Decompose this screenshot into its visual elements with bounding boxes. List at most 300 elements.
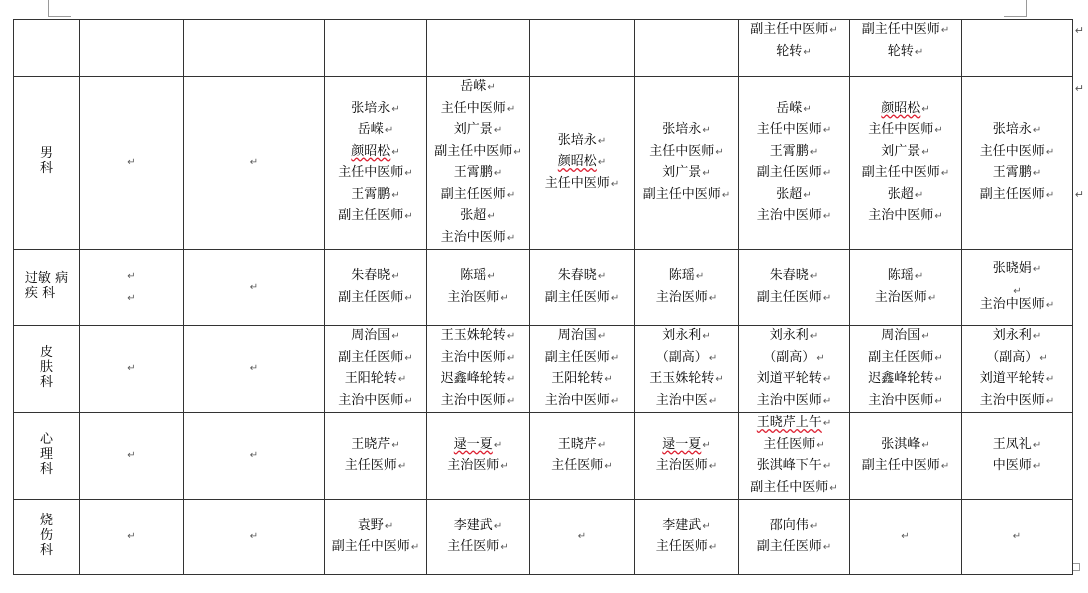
- cell-text: 主治医师: [655, 458, 708, 473]
- cell-text: 迟鑫峰轮转: [440, 371, 506, 386]
- paragraph-mark: ↵: [822, 292, 832, 304]
- paragraph-mark: ↵: [1032, 125, 1042, 136]
- cell-line: [635, 326, 738, 348]
- paragraph-mark: ↵: [940, 168, 950, 179]
- paragraph-mark: ↵: [506, 352, 516, 364]
- cell-line: [325, 288, 426, 310]
- paragraph-mark: ↵: [940, 461, 950, 472]
- schedule-cell[interactable]: [427, 250, 530, 326]
- schedule-cell[interactable]: [325, 413, 427, 500]
- department-cell[interactable]: [14, 250, 80, 326]
- cell-text: 刘永利: [992, 328, 1032, 343]
- paragraph-mark: ↵: [391, 439, 400, 451]
- cell-text: 陈瑶: [460, 268, 487, 283]
- cell-line: [427, 326, 529, 348]
- cell-text: 王阳轮转: [344, 371, 397, 386]
- cell-text: 副主任医师: [338, 289, 404, 305]
- schedule-cell[interactable]: [80, 250, 184, 326]
- cell-text: 刘永利: [769, 328, 809, 343]
- cell-line: [739, 456, 849, 478]
- cell-line: [635, 120, 738, 142]
- paragraph-mark: ↵: [506, 189, 516, 201]
- paragraph-mark: ↵: [822, 211, 832, 222]
- schedule-cell[interactable]: [739, 413, 850, 500]
- paragraph-mark: ↵: [127, 271, 136, 282]
- schedule-cell[interactable]: [530, 250, 635, 326]
- paragraph-mark: ↵: [487, 271, 496, 282]
- cell-line: [739, 20, 849, 42]
- cell-text: 副主任医师: [338, 349, 404, 365]
- end-of-row-mark: ↵: [1074, 24, 1084, 37]
- cell-text: 陈瑶: [887, 268, 914, 283]
- schedule-cell[interactable]: [962, 20, 1073, 77]
- paragraph-mark: ↵: [934, 395, 943, 407]
- dept-text: 科: [42, 285, 56, 301]
- schedule-cell[interactable]: [184, 250, 325, 326]
- schedule-cell[interactable]: [325, 250, 427, 326]
- paragraph-mark: ↵: [702, 439, 711, 451]
- cell-line: [427, 391, 529, 413]
- paragraph-mark: ↵: [597, 439, 607, 451]
- cell-line: [635, 348, 738, 370]
- department-cell[interactable]: [14, 20, 80, 77]
- paragraph-mark: ↵: [1032, 331, 1042, 342]
- paragraph-mark: ↵: [487, 211, 496, 222]
- paragraph-mark: ↵: [934, 352, 943, 364]
- cell-line: [850, 120, 961, 142]
- department-label: 心理科: [39, 431, 53, 477]
- schedule-cell[interactable]: [635, 326, 739, 413]
- schedule-cell[interactable]: [530, 20, 635, 77]
- cell-text: 主治中医师: [544, 392, 610, 408]
- cell-text: 主治中医: [655, 392, 708, 408]
- paragraph-mark: ↵: [249, 157, 259, 169]
- cell-line: [739, 288, 849, 310]
- department-label: 皮肤科: [39, 344, 53, 390]
- schedule-cell[interactable]: [80, 77, 184, 250]
- duty-schedule-table: [13, 19, 1073, 575]
- cell-line: [530, 131, 634, 153]
- cell-text: 副主任中医师: [750, 22, 829, 37]
- cell-line: [325, 537, 426, 559]
- paragraph-mark: ↵: [927, 292, 937, 304]
- paragraph-mark: ↵: [597, 157, 607, 169]
- cell-line: [850, 435, 961, 457]
- cell-text: 颜昭松: [881, 100, 921, 116]
- cell-line: [850, 348, 961, 370]
- end-of-row-mark: ↵: [1074, 188, 1084, 201]
- schedule-cell[interactable]: [427, 413, 530, 500]
- cell-text: 陈瑶: [668, 268, 695, 283]
- paragraph-mark: ↵: [822, 168, 832, 179]
- cell-text: 主任中医师: [756, 122, 822, 137]
- paragraph-mark: ↵: [513, 146, 522, 158]
- cell-line: [530, 348, 634, 370]
- paragraph-mark: ↵: [934, 211, 943, 222]
- paragraph-mark: ↵: [822, 542, 832, 553]
- cell-text: 刘广景: [881, 143, 921, 159]
- schedule-cell[interactable]: [635, 500, 739, 575]
- paragraph-mark: ↵: [493, 520, 503, 532]
- cell-text: 颜昭松: [351, 143, 391, 159]
- cell-line: [850, 42, 961, 64]
- schedule-cell[interactable]: [850, 250, 962, 326]
- paragraph-mark: ↵: [391, 331, 400, 342]
- cell-text: 刘广景: [453, 122, 493, 137]
- cell-line: [427, 163, 529, 185]
- paragraph-mark: ↵: [404, 168, 413, 179]
- schedule-cell[interactable]: [739, 20, 850, 77]
- cell-line: [530, 326, 634, 348]
- paragraph-mark: ↵: [493, 125, 503, 136]
- department-cell[interactable]: [14, 326, 80, 413]
- schedule-cell[interactable]: [962, 250, 1073, 326]
- cell-line: [850, 206, 961, 228]
- paragraph-mark: ↵: [391, 271, 400, 282]
- schedule-cell[interactable]: [184, 500, 325, 575]
- cell-line: [530, 456, 634, 478]
- schedule-cell[interactable]: [184, 77, 325, 250]
- paragraph-mark: ↵: [702, 520, 711, 532]
- cell-text: 王霄鹏: [769, 143, 809, 159]
- paragraph-mark: ↵: [249, 531, 259, 543]
- paragraph-mark: ↵: [493, 168, 503, 179]
- schedule-row: [14, 20, 1073, 77]
- paragraph-mark: ↵: [127, 157, 136, 169]
- cell-text: 王晓芹: [557, 436, 597, 452]
- cell-text: 张超: [887, 186, 914, 202]
- cell-text: 朱春晓: [351, 268, 391, 283]
- cell-line: [427, 185, 529, 207]
- cell-line: [850, 99, 961, 121]
- schedule-cell[interactable]: [739, 500, 850, 575]
- schedule-cell[interactable]: [739, 250, 850, 326]
- schedule-cell[interactable]: [184, 326, 325, 413]
- paragraph-mark: ↵: [822, 395, 832, 407]
- cell-line: [962, 120, 1072, 142]
- schedule-cell[interactable]: [850, 77, 962, 250]
- paragraph-mark: ↵: [934, 374, 943, 385]
- schedule-cell[interactable]: [184, 20, 325, 77]
- schedule-cell[interactable]: [850, 500, 962, 575]
- cell-line: [325, 120, 426, 142]
- cell-text: 主任医师: [763, 436, 816, 452]
- paragraph-mark: ↵: [506, 232, 516, 244]
- paragraph-mark: ↵: [816, 352, 825, 364]
- cell-text: 副主任中医师: [861, 22, 940, 37]
- dept-text: 病: [55, 270, 69, 286]
- cell-line: [962, 326, 1072, 348]
- paragraph-mark: ↵: [1045, 189, 1055, 201]
- cell-text: 周治国: [881, 328, 921, 343]
- cell-line: [530, 152, 634, 174]
- schedule-cell[interactable]: [427, 326, 530, 413]
- cell-line: [739, 478, 849, 500]
- cell-text: 张超: [776, 186, 803, 202]
- cell-text: 张超: [460, 208, 487, 223]
- cell-line: [325, 391, 426, 413]
- paragraph-mark: ↵: [803, 189, 812, 201]
- schedule-cell[interactable]: [427, 500, 530, 575]
- cell-text: （副高）: [655, 349, 708, 365]
- cell-line: [850, 185, 961, 207]
- cell-text: 主治中医师: [868, 208, 934, 223]
- cell-line: [530, 288, 634, 310]
- schedule-cell[interactable]: [850, 326, 962, 413]
- cell-text: 张淇峰: [881, 436, 921, 452]
- paragraph-mark: ↵: [1032, 461, 1042, 472]
- schedule-row: [14, 77, 1073, 250]
- paragraph-mark: ↵: [708, 461, 718, 472]
- schedule-cell[interactable]: [635, 413, 739, 500]
- paragraph-mark: ↵: [397, 374, 407, 385]
- schedule-cell[interactable]: [962, 77, 1073, 250]
- cell-line: [962, 348, 1072, 370]
- schedule-row: [14, 500, 1073, 575]
- schedule-cell[interactable]: [739, 326, 850, 413]
- schedule-cell[interactable]: [739, 77, 850, 250]
- cell-line: [325, 456, 426, 478]
- schedule-cell[interactable]: [635, 77, 739, 250]
- cell-line: [962, 295, 1072, 317]
- schedule-row: [14, 326, 1073, 413]
- cell-line: [635, 456, 738, 478]
- cell-text: 逯一夏: [662, 436, 702, 452]
- schedule-cell[interactable]: [962, 326, 1073, 413]
- schedule-cell[interactable]: [850, 413, 962, 500]
- paragraph-mark: ↵: [822, 418, 832, 429]
- paragraph-mark: ↵: [404, 211, 413, 222]
- paragraph-mark: ↵: [1045, 146, 1055, 158]
- cell-text: 朱春晓: [557, 268, 597, 283]
- paragraph-mark: ↵: [934, 125, 943, 136]
- paragraph-mark: ↵: [702, 331, 711, 342]
- schedule-cell[interactable]: [80, 413, 184, 500]
- paragraph-mark: ↵: [404, 352, 413, 364]
- paragraph-mark: ↵: [391, 146, 400, 158]
- department-label: 男科: [39, 146, 53, 177]
- cell-text: 主任中医师: [979, 143, 1045, 159]
- cell-text: 副主任中医师: [331, 539, 410, 554]
- paragraph-mark: ↵: [1032, 168, 1042, 179]
- cell-line: [325, 516, 426, 538]
- cell-line: [739, 142, 849, 164]
- cell-line: [325, 163, 426, 185]
- schedule-row: [14, 250, 1073, 326]
- paragraph-mark: ↵: [610, 178, 620, 190]
- paragraph-mark: ↵: [410, 542, 420, 553]
- schedule-cell[interactable]: [325, 500, 427, 575]
- cell-line: [962, 435, 1072, 457]
- schedule-cell[interactable]: [962, 413, 1073, 500]
- dept-text: 过敏: [24, 270, 51, 286]
- department-label: [25, 271, 68, 301]
- cell-text: 主任中医师: [649, 143, 715, 159]
- cell-text: 王霄鹏: [351, 186, 391, 202]
- paragraph-mark: ↵: [1045, 374, 1055, 385]
- paragraph-mark: ↵: [816, 439, 825, 451]
- cell-line: [850, 266, 961, 288]
- paragraph-mark: ↵: [500, 292, 509, 304]
- paragraph-mark: ↵: [708, 292, 718, 304]
- paragraph-mark: ↵: [921, 103, 930, 115]
- cell-line: [427, 348, 529, 370]
- cell-text: 主任医师: [344, 458, 397, 473]
- paragraph-mark: ↵: [901, 531, 910, 543]
- cell-line: [427, 228, 529, 250]
- cell-text: 主治中医师: [440, 392, 506, 408]
- cell-text: 刘道平轮转: [756, 371, 822, 386]
- department-cell[interactable]: [14, 77, 80, 250]
- cell-text: 岳嵘: [357, 122, 384, 137]
- paragraph-mark: ↵: [1045, 299, 1055, 311]
- schedule-cell[interactable]: [427, 77, 530, 250]
- cell-text: 张培永: [557, 132, 597, 148]
- cell-text: 副主任中医师: [861, 165, 940, 180]
- cell-text: 王凤礼: [992, 436, 1032, 452]
- cell-text: 主治中医师: [338, 392, 404, 408]
- schedule-cell[interactable]: [80, 20, 184, 77]
- cell-text: 岳嵘: [776, 100, 803, 116]
- cell-line: [739, 435, 849, 457]
- cell-text: 主治医师: [447, 458, 500, 473]
- cell-line: [530, 391, 634, 413]
- paragraph-mark: ↵: [577, 531, 587, 543]
- cell-line: [850, 369, 961, 391]
- schedule-cell[interactable]: [427, 20, 530, 77]
- schedule-cell[interactable]: [530, 413, 635, 500]
- cell-line: [850, 456, 961, 478]
- table-resize-handle[interactable]: [1072, 563, 1080, 571]
- paragraph-mark: ↵: [404, 395, 413, 407]
- paragraph-mark: ↵: [809, 271, 819, 282]
- cell-text: 主治中医师: [868, 392, 934, 408]
- cell-line: [325, 142, 426, 164]
- schedule-cell[interactable]: [80, 326, 184, 413]
- schedule-cell[interactable]: [530, 77, 635, 250]
- cell-text: 副主任医师: [544, 289, 610, 305]
- cell-line: [850, 142, 961, 164]
- cell-text: 王晓芹上午: [756, 415, 822, 430]
- paragraph-mark: ↵: [1032, 439, 1042, 451]
- cell-text: 迟鑫峰轮转: [868, 371, 934, 386]
- department-cell[interactable]: [14, 500, 80, 575]
- paragraph-mark: ↵: [715, 146, 724, 158]
- schedule-cell[interactable]: [635, 20, 739, 77]
- end-of-row-mark: ↵: [1074, 82, 1084, 95]
- cell-line: [739, 42, 849, 64]
- cell-text: 副主任医师: [756, 289, 822, 305]
- cell-line: [739, 326, 849, 348]
- cell-line: [427, 206, 529, 228]
- cell-text: 轮转: [887, 43, 914, 59]
- paragraph-mark: ↵: [604, 461, 613, 472]
- cell-text: 李建武: [662, 517, 702, 533]
- paragraph-mark: ↵: [1039, 352, 1048, 364]
- paragraph-mark: ↵: [127, 450, 136, 462]
- schedule-cell[interactable]: [325, 326, 427, 413]
- page-corner-mark-top-right: [1004, 0, 1027, 17]
- schedule-cell[interactable]: [962, 500, 1073, 575]
- cell-line: [739, 206, 849, 228]
- paragraph-mark: ↵: [914, 189, 924, 201]
- cell-line: [739, 266, 849, 288]
- cell-text: 主治医师: [655, 289, 708, 305]
- schedule-cell[interactable]: [530, 326, 635, 413]
- cell-text: （副高）: [763, 349, 816, 365]
- cell-line: [427, 537, 529, 559]
- cell-line: [325, 266, 426, 288]
- cell-line: [739, 99, 849, 121]
- paragraph-mark: ↵: [695, 271, 705, 282]
- cell-text: 副主任医师: [440, 186, 506, 202]
- cell-line: [739, 163, 849, 185]
- schedule-cell[interactable]: [635, 250, 739, 326]
- cell-text: 副主任中医师: [750, 479, 829, 495]
- cell-line: [850, 288, 961, 310]
- schedule-cell[interactable]: [325, 77, 427, 250]
- cell-line: [962, 163, 1072, 185]
- cell-line: [530, 435, 634, 457]
- cell-text: 副主任中医师: [861, 458, 940, 473]
- cell-line: [962, 281, 1072, 295]
- paragraph-mark: ↵: [384, 125, 394, 136]
- paragraph-mark: ↵: [708, 352, 718, 364]
- paragraph-mark: ↵: [127, 292, 136, 304]
- schedule-cell[interactable]: [850, 20, 962, 77]
- cell-line: [427, 266, 529, 288]
- cell-text: 朱春晓: [769, 268, 809, 283]
- cell-line: [739, 185, 849, 207]
- cell-text: 主任医师: [551, 458, 604, 473]
- cell-text: 张培永: [662, 122, 702, 137]
- cell-line: [850, 163, 961, 185]
- schedule-cell[interactable]: [530, 500, 635, 575]
- paragraph-mark: ↵: [391, 189, 400, 201]
- cell-text: 颜昭松: [557, 154, 597, 170]
- cell-line: [427, 435, 529, 457]
- cell-text: 周治国: [351, 328, 391, 343]
- paragraph-mark: ↵: [500, 461, 509, 472]
- cell-text: 副主任医师: [756, 165, 822, 180]
- cell-text: 王晓芹: [351, 436, 391, 452]
- cell-text: 副主任医师: [979, 186, 1045, 202]
- schedule-cell[interactable]: [80, 500, 184, 575]
- paragraph-mark: ↵: [702, 168, 711, 179]
- paragraph-mark: ↵: [597, 135, 607, 147]
- cell-line: [427, 99, 529, 121]
- cell-text: 主任中医师: [544, 175, 610, 191]
- paragraph-mark: ↵: [921, 439, 930, 451]
- paragraph-mark: ↵: [597, 271, 607, 282]
- schedule-row: [14, 413, 1073, 500]
- cell-line: [530, 174, 634, 196]
- schedule-cell[interactable]: [325, 20, 427, 77]
- cell-text: 主治医师: [447, 289, 500, 305]
- paragraph-mark: ↵: [940, 25, 950, 36]
- cell-text: 副主任医师: [868, 349, 934, 365]
- cell-text: 主任医师: [447, 539, 500, 554]
- cell-line: [325, 435, 426, 457]
- paragraph-mark: ↵: [506, 103, 516, 115]
- department-cell[interactable]: [14, 413, 80, 500]
- schedule-cell[interactable]: [184, 413, 325, 500]
- cell-text: 张培永: [351, 100, 391, 116]
- paragraph-mark: ↵: [708, 395, 718, 407]
- cell-line: [635, 391, 738, 413]
- cell-text: 主任中医师: [868, 122, 934, 137]
- cell-text: 逯一夏: [453, 436, 493, 452]
